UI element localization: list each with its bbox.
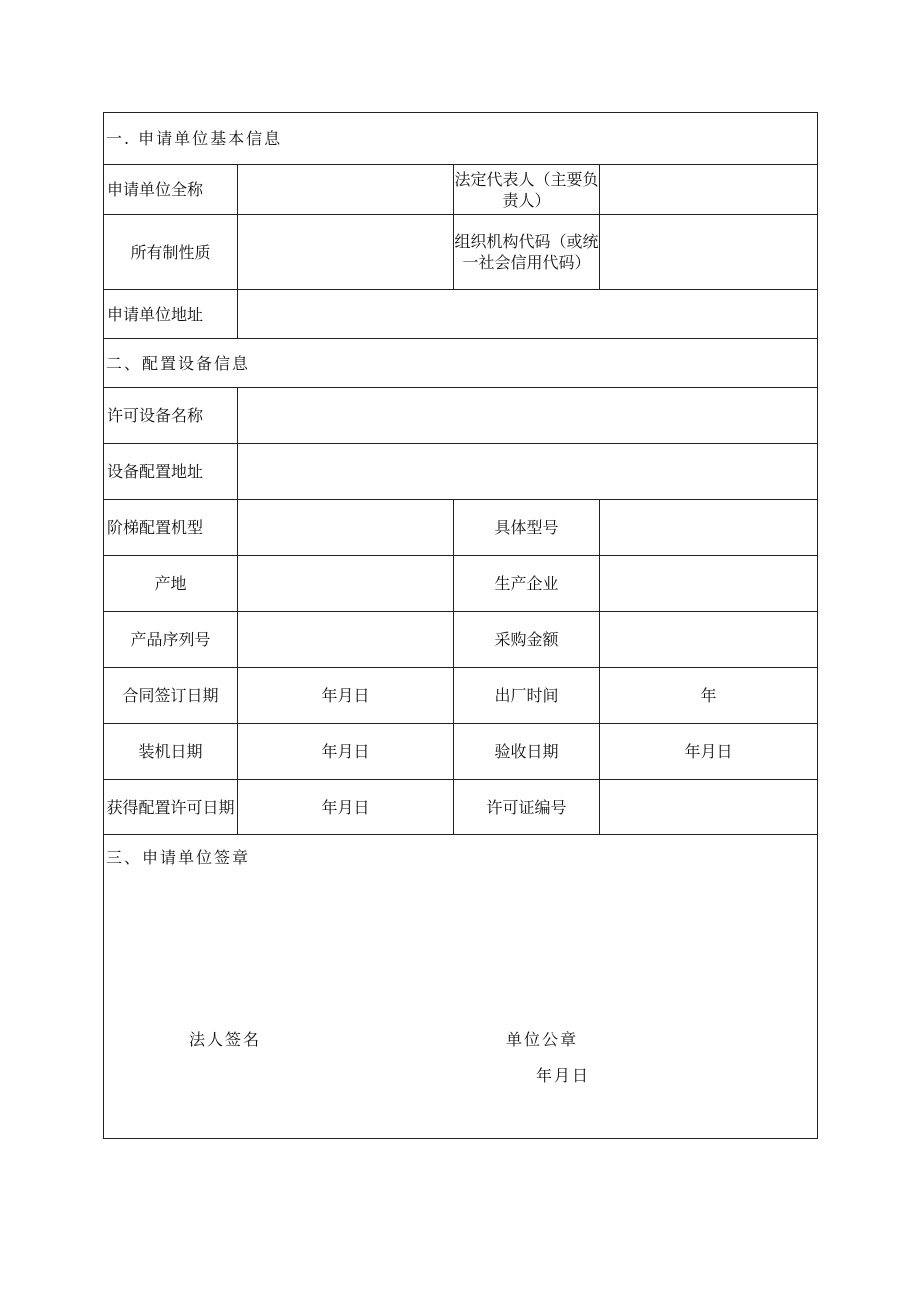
contract-date-field[interactable]: 年月日: [238, 668, 454, 724]
org-code-label: 组织机构代码（或统一社会信用代码）: [454, 215, 600, 290]
ownership-label: 所有制性质: [104, 215, 238, 290]
origin-label: 产地: [104, 556, 238, 612]
factory-time-field[interactable]: 年: [600, 668, 818, 724]
device-address-field[interactable]: [238, 444, 818, 500]
unit-seal-label: 单位公章: [506, 1030, 579, 1049]
signature-date-label: 年月日: [536, 1066, 591, 1085]
permit-date-field[interactable]: 年月日: [238, 780, 454, 835]
tier-model-label: 阶梯配置机型: [104, 500, 238, 556]
permit-date-label: 获得配置许可日期: [104, 780, 238, 835]
section3-title: 三、申请单位签章: [106, 848, 251, 867]
specific-model-label: 具体型号: [454, 500, 600, 556]
ownership-field[interactable]: [238, 215, 454, 290]
acceptance-date-field[interactable]: 年月日: [600, 724, 818, 780]
install-date-label: 装机日期: [104, 724, 238, 780]
address-field[interactable]: [238, 290, 818, 339]
purchase-amount-label: 采购金额: [454, 612, 600, 668]
specific-model-field[interactable]: [600, 500, 818, 556]
unit-name-label: 申请单位全称: [104, 165, 238, 215]
section2-title: 二、配置设备信息: [104, 339, 818, 388]
application-form-table: [103, 112, 818, 1139]
device-address-label: 设备配置地址: [104, 444, 238, 500]
install-date-field[interactable]: 年月日: [238, 724, 454, 780]
unit-name-field[interactable]: [238, 165, 454, 215]
serial-field[interactable]: [238, 612, 454, 668]
manufacturer-field[interactable]: [600, 556, 818, 612]
legal-rep-label: 法定代表人（主要负责人）: [454, 165, 600, 215]
legal-signature-label: 法人签名: [189, 1030, 262, 1049]
signature-area: [104, 835, 818, 1139]
permit-number-field[interactable]: [600, 780, 818, 835]
device-name-label: 许可设备名称: [104, 388, 238, 444]
factory-time-label: 出厂时间: [454, 668, 600, 724]
tier-model-field[interactable]: [238, 500, 454, 556]
purchase-amount-field[interactable]: [600, 612, 818, 668]
contract-date-label: 合同签订日期: [104, 668, 238, 724]
serial-label: 产品序列号: [104, 612, 238, 668]
device-name-field[interactable]: [238, 388, 818, 444]
org-code-field[interactable]: [600, 215, 818, 290]
legal-rep-field[interactable]: [600, 165, 818, 215]
origin-field[interactable]: [238, 556, 454, 612]
acceptance-date-label: 验收日期: [454, 724, 600, 780]
permit-number-label: 许可证编号: [454, 780, 600, 835]
manufacturer-label: 生产企业: [454, 556, 600, 612]
address-label: 申请单位地址: [104, 290, 238, 339]
section1-title: 一. 申请单位基本信息: [104, 113, 818, 165]
